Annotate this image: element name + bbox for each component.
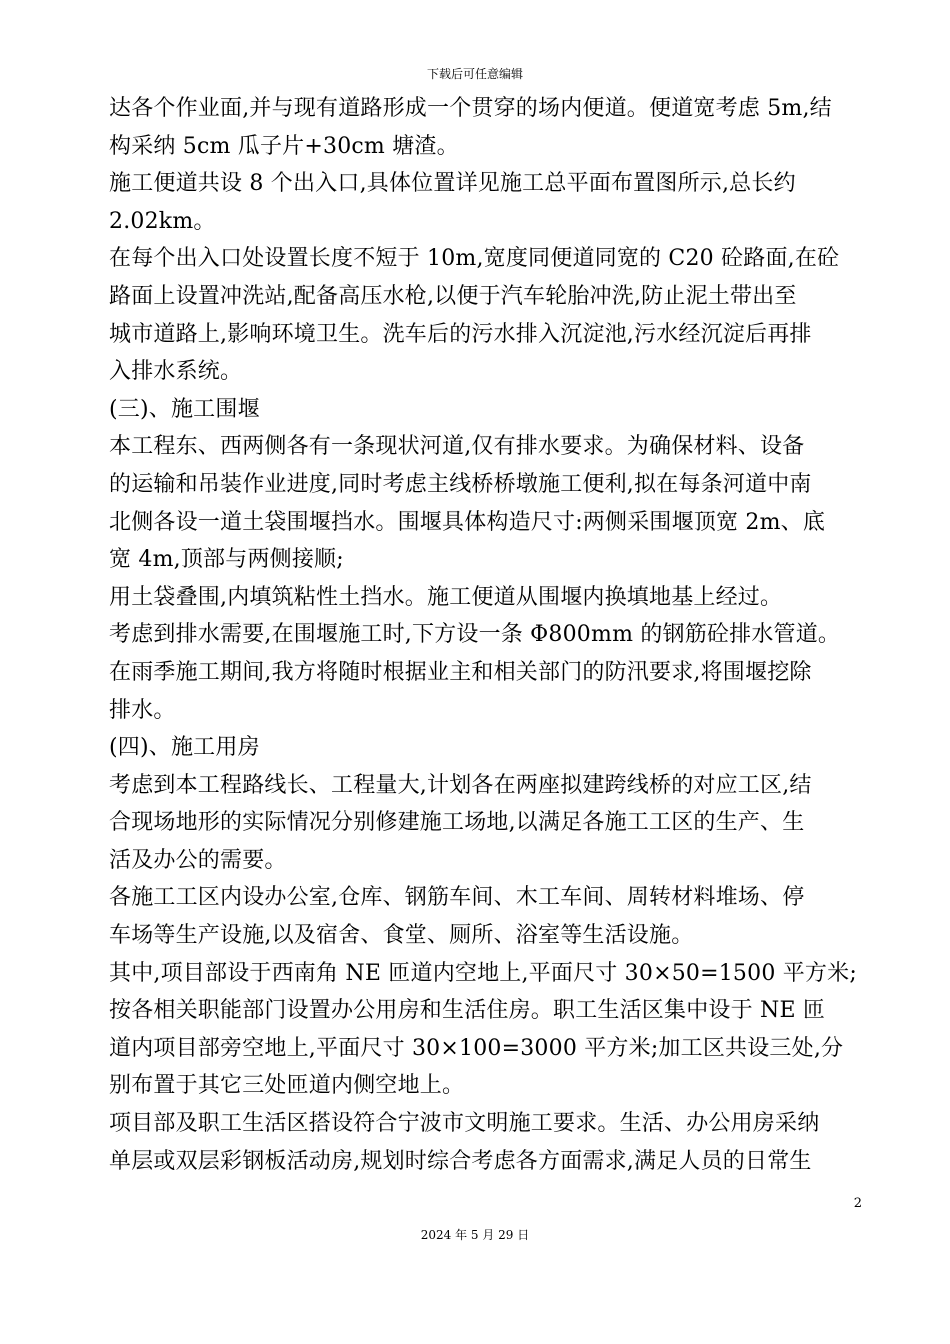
section-heading: (四)、施工用房 [109, 735, 260, 761]
text-line: 合现场地形的实际情况分别修建施工场地,以满足各施工工区的生产、生 [109, 810, 805, 836]
text-line: 达各个作业面,并与现有道路形成一个贯穿的场内便道。便道宽考虑 5m,结 [109, 96, 832, 121]
text-line: 排水。 [109, 697, 176, 723]
text-line: 构采纳 5cm 瓜子片+30cm 塘渣。 [109, 133, 459, 159]
text-line: 用土袋叠围,内填筑粘性土挡水。施工便道从围堰内换填地基上经过。 [109, 584, 783, 610]
text-line: 活及办公的需要。 [109, 847, 287, 873]
text-line: 入排水系统。 [109, 359, 243, 385]
text-line: 车场等生产设施,以及宿舍、食堂、厕所、浴室等生活设施。 [109, 923, 694, 949]
text-line: 按各相关职能部门设置办公用房和生活住房。职工生活区集中设于 NE 匝 [109, 998, 826, 1024]
text-line: 各施工工区内设办公室,仓库、钢筋车间、木工车间、周转材料堆场、停 [109, 885, 805, 911]
text-line: 北侧各设一道土袋围堰挡水。围堰具体构造尺寸:两侧采围堰顶宽 2m、底 [109, 509, 826, 535]
document-body [109, 90, 861, 1180]
page-number: 2 [853, 1196, 862, 1211]
text-line: 别布置于其它三处匝道内侧空地上。 [109, 1073, 465, 1099]
text-line: 城市道路上,影响环境卫生。洗车后的污水排入沉淀池,污水经沉淀后再排 [109, 321, 812, 347]
text-line: 的运输和吊装作业进度,同时考虑主线桥桥墩施工便利,拟在每条河道中南 [109, 471, 812, 497]
text-line: 考虑到本工程路线长、工程量大,计划各在两座拟建跨线桥的对应工区,结 [109, 772, 812, 798]
text-line: 项目部及职工生活区搭设符合宁波市文明施工要求。生活、办公用房采纳 [109, 1111, 820, 1137]
page-header: 下载后可任意编辑 [426, 67, 523, 81]
text-line: 在雨季施工期间,我方将随时根据业主和相关部门的防汛要求,将围堰挖除 [109, 659, 812, 685]
text-line: 2.02km。 [109, 208, 216, 234]
text-line: 在每个出入口处设置长度不短于 10m,宽度同便道同宽的 C20 砼路面,在砼 [109, 246, 840, 272]
text-line: 本工程东、西两侧各有一条现状河道,仅有排水要求。为确保材料、设备 [109, 434, 805, 460]
text-line: 单层或双层彩钢板活动房,规划时综合考虑各方面需求,满足人员的日常生 [109, 1148, 812, 1174]
footer-date: 2024 年 5 月 29 日 [420, 1228, 530, 1242]
text-line: 路面上设置冲洗站,配备高压水枪,以便于汽车轮胎冲洗,防止泥土带出至 [109, 283, 797, 309]
text-line: 考虑到排水需要,在围堰施工时,下方设一条 Φ800mm 的钢筋砼排水管道。 [109, 622, 841, 648]
text-line: 宽 4m,顶部与两侧接顺; [109, 547, 344, 573]
section-heading: (三)、施工围堰 [109, 396, 260, 422]
text-line: 施工便道共设 8 个出入口,具体位置详见施工总平面布置图所示,总长约 [109, 171, 796, 197]
text-line: 其中,项目部设于西南角 NE 匝道内空地上,平面尺寸 30×50=1500 平方米; [109, 960, 857, 986]
text-line: 道内项目部旁空地上,平面尺寸 30×100=3000 平方米;加工区共设三处,分 [109, 1035, 844, 1061]
